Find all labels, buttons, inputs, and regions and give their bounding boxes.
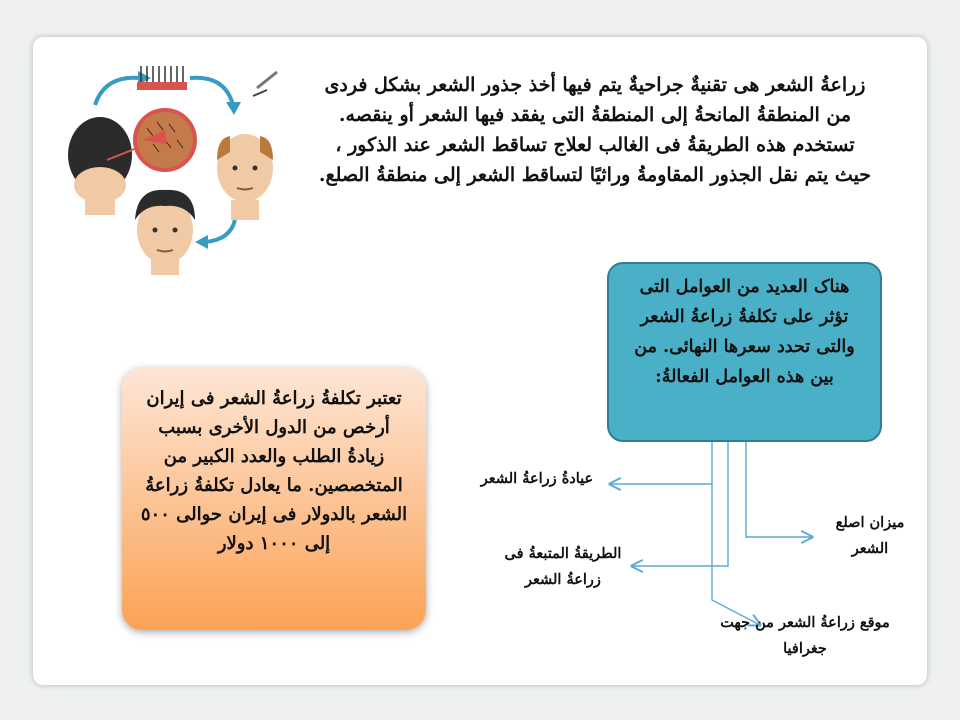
factor-baldness-level: میزان اصلع الشعر (835, 514, 905, 557)
intro-line: زراعةُ الشعر هی تقنیةٌ جراحیةٌ یتم فیها أخذ جذور الشعر بشکل فردی (324, 74, 866, 96)
factor-method: الطریقةُ المتبعةُ فی زراعةُ الشعر (504, 545, 622, 588)
connector-baldness (746, 440, 812, 537)
factor-location: موقع زراعةُ الشعر من جهت جغرافیا (720, 614, 890, 657)
intro-line: من المنطقةُ المانحةُ إلى المنطقةُ التی یفقد فیها الشعر أو ینقصه. (338, 104, 852, 126)
connector-method (632, 440, 728, 566)
intro-line: تستخدم هذه الطریقةُ فی الغالب لعلاج تساقط الشعر عند الذکور ، (335, 134, 855, 156)
factor-clinic: عیادةُ زراعةُ الشعر (480, 470, 594, 487)
cost-box: تعتبر تکلفةُ زراعةُ الشعر فی إیران أرخص من الدول الأخرى بسبب زیادةُ الطلب والعدد الکبیر من المتخصصین. ما یعادل تکلفةُ زراعةُ الشعر بالدولار فی إیران حوالی ٥٠٠ إلى ١٠٠٠ دولار (122, 368, 426, 630)
intro-line: حیث یتم نقل الجذور المقاومةُ وراثیًا لتساقط الشعر إلى منطقةُ الصلع. (318, 164, 872, 186)
factors-intro-box: هناک العدید من العوامل التی تؤثر على تکلفةُ زراعةُ الشعر والتی تحدد سعرها النهائی. من بین هذه العوامل الفعالةُ: (607, 262, 882, 442)
connector-location (712, 484, 760, 625)
